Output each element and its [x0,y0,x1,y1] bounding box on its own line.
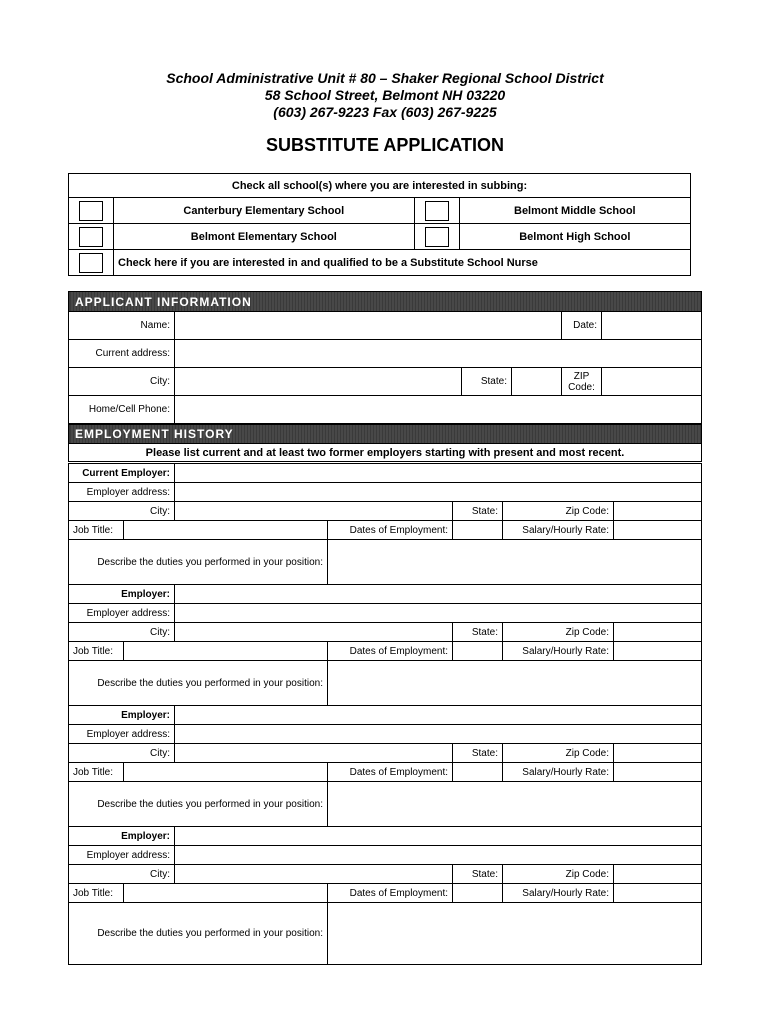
salary-label: Salary/Hourly Rate: [503,884,614,903]
employer-field[interactable] [175,464,702,483]
job-title-label: Job Title: [69,763,124,782]
employer-city-field[interactable] [175,623,453,642]
duties-field[interactable] [328,540,702,585]
job-title-field[interactable] [124,642,328,661]
employer-zip-field[interactable] [614,502,702,521]
employer-block-1 [68,463,702,585]
belmont-high-checkbox[interactable] [425,227,449,247]
employer-state-label: State: [453,623,503,642]
district-address: 58 School Street, Belmont NH 03220 [264,87,506,103]
duties-field[interactable] [328,661,702,706]
schools-table [68,173,691,276]
district-name: School Administrative Unit # 80 – Shaker Regional School District [166,70,604,86]
employer-field[interactable] [175,585,702,604]
employer-block-4 [68,826,702,965]
applicant-table [68,291,702,424]
dates-field[interactable] [453,763,503,782]
employer-state-label: State: [453,502,503,521]
salary-label: Salary/Hourly Rate: [503,642,614,661]
duties-field[interactable] [328,903,702,965]
nurse-checkbox[interactable] [79,253,103,273]
employment-section-header: EMPLOYMENT HISTORY [69,425,702,444]
zip-field[interactable] [602,368,702,396]
employer-label: Employer: [69,827,175,846]
employer-city-field[interactable] [175,502,453,521]
dates-label: Dates of Employment: [328,642,453,661]
name-field[interactable] [175,312,562,340]
employer-zip-label: Zip Code: [503,502,614,521]
employer-zip-label: Zip Code: [503,744,614,763]
employer-city-field[interactable] [175,865,453,884]
belmont-elem-label: Belmont Elementary School [114,224,415,250]
applicant-section-header: APPLICANT INFORMATION [69,292,702,312]
address-label: Current address: [69,340,175,368]
employer-state-label: State: [453,865,503,884]
page-title: SUBSTITUTE APPLICATION [266,135,504,155]
address-field[interactable] [175,340,702,368]
dates-label: Dates of Employment: [328,521,453,540]
duties-label: Describe the duties you performed in your position: [69,782,328,827]
date-field[interactable] [602,312,702,340]
date-label: Date: [562,312,602,340]
employer-address-field[interactable] [175,846,702,865]
employment-instruction: Please list current and at least two former employers starting with present and most recent. [69,444,702,462]
employer-city-label: City: [69,744,175,763]
dates-label: Dates of Employment: [328,884,453,903]
employer-block-2 [68,584,702,706]
belmont-high-label: Belmont High School [459,224,690,250]
salary-label: Salary/Hourly Rate: [503,763,614,782]
duties-label: Describe the duties you performed in your position: [69,540,328,585]
employer-address-field[interactable] [175,725,702,744]
phone-field[interactable] [175,396,702,424]
job-title-field[interactable] [124,884,328,903]
nurse-label: Check here if you are interested in and qualified to be a Substitute School Nurse [114,250,691,276]
city-field[interactable] [175,368,462,396]
name-label: Name: [69,312,175,340]
dates-field[interactable] [453,521,503,540]
canterbury-checkbox[interactable] [79,201,103,221]
job-title-label: Job Title: [69,642,124,661]
employment-table [68,424,702,462]
salary-field[interactable] [614,763,702,782]
employer-city-field[interactable] [175,744,453,763]
phone-label: Home/Cell Phone: [69,396,175,424]
duties-label: Describe the duties you performed in your position: [69,661,328,706]
employer-zip-label: Zip Code: [503,865,614,884]
job-title-label: Job Title: [69,884,124,903]
belmont-middle-label: Belmont Middle School [459,198,690,224]
employer-label: Employer: [69,706,175,725]
employer-address-label: Employer address: [69,483,175,502]
state-field[interactable] [512,368,562,396]
belmont-elem-checkbox[interactable] [79,227,103,247]
salary-field[interactable] [614,521,702,540]
employer-address-label: Employer address: [69,604,175,623]
employer-zip-field[interactable] [614,865,702,884]
employer-block-3 [68,705,702,827]
employer-label: Employer: [69,585,175,604]
job-title-field[interactable] [124,763,328,782]
zip-label: ZIP Code: [562,368,602,396]
employer-city-label: City: [69,502,175,521]
employer-city-label: City: [69,865,175,884]
dates-label: Dates of Employment: [328,763,453,782]
belmont-middle-checkbox[interactable] [425,201,449,221]
canterbury-label: Canterbury Elementary School [114,198,415,224]
job-title-label: Job Title: [69,521,124,540]
dates-field[interactable] [453,642,503,661]
employer-address-label: Employer address: [69,846,175,865]
employer-field[interactable] [175,706,702,725]
employer-field[interactable] [175,827,702,846]
district-phone: (603) 267-9223 Fax (603) 267-9225 [273,104,497,120]
dates-field[interactable] [453,884,503,903]
employer-address-field[interactable] [175,604,702,623]
employer-zip-field[interactable] [614,744,702,763]
salary-label: Salary/Hourly Rate: [503,521,614,540]
employer-address-label: Employer address: [69,725,175,744]
employer-zip-label: Zip Code: [503,623,614,642]
duties-field[interactable] [328,782,702,827]
employer-zip-field[interactable] [614,623,702,642]
employer-state-label: State: [453,744,503,763]
employer-city-label: City: [69,623,175,642]
city-label: City: [69,368,175,396]
salary-field[interactable] [614,884,702,903]
employer-address-field[interactable] [175,483,702,502]
schools-instruction: Check all school(s) where you are interested in subbing: [69,174,691,198]
salary-field[interactable] [614,642,702,661]
employer-label: Current Employer: [69,464,175,483]
duties-label: Describe the duties you performed in your position: [69,903,328,965]
job-title-field[interactable] [124,521,328,540]
state-label: State: [462,368,512,396]
